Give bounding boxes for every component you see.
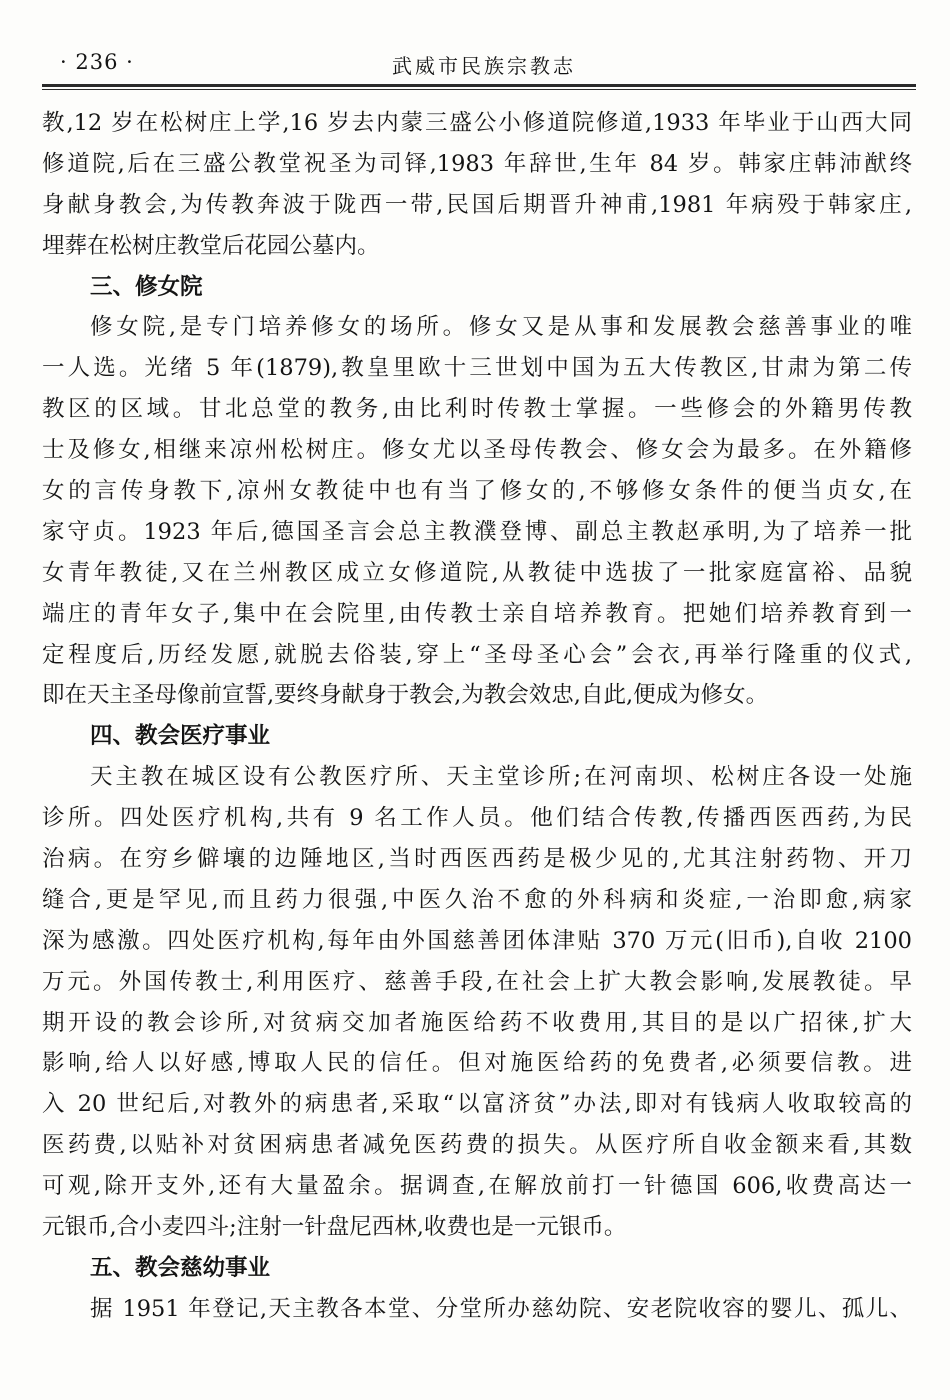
paragraph-line: 修女院,是专门培养修女的场所。修女又是从事和发展教会慈善事业的唯: [90, 314, 912, 341]
paragraph-line: 教区的区域。甘北总堂的教务,由比利时传教士掌握。一些修会的外籍男传教: [42, 396, 912, 423]
paragraph-line: 修道院,后在三盛公教堂祝圣为司铎,1983 年辞世,生年 84 岁。韩家庄韩沛猷终: [42, 150, 912, 177]
paragraph-line: 女的言传身教下,凉州女教徒中也有当了修女的,不够修女条件的便当贞女,在: [42, 478, 912, 505]
paragraph-line: 入 20 世纪后,对教外的病患者,采取“以富济贫”办法,即对有钱病人收取较高的: [42, 1091, 912, 1118]
paragraph-line: 据 1951 年登记,天主教各本堂、分堂所办慈幼院、安老院收容的婴儿、孤儿、: [90, 1295, 912, 1322]
paragraph-line: 女青年教徒,又在兰州教区成立女修道院,从教徒中选拔了一批家庭富裕、品貌: [42, 559, 912, 586]
section-heading: 三、修女院: [90, 273, 203, 300]
header-rule-thin: [42, 89, 916, 90]
paragraph-line: 教,12 岁在松树庄上学,16 岁去内蒙三盛公小修道院修道,1933 年毕业于山西大同: [42, 110, 912, 136]
section-heading: 四、教会医疗事业: [90, 723, 271, 750]
paragraph-line: 万元。外国传教士,利用医疗、慈善手段,在社会上扩大教会影响,发展教徒。早: [42, 968, 912, 995]
paragraph-line: 一人选。光绪 5 年(1879),教皇里欧十三世划中国为五大传教区,甘肃为第二传: [42, 355, 912, 382]
paragraph-line: 士及修女,相继来凉州松树庄。修女尤以圣母传教会、修女会为最多。在外籍修: [42, 437, 912, 464]
paragraph-line: 可观,除开支外,还有大量盈余。据调查,在解放前打一针德国 606,收费高达一: [42, 1173, 912, 1200]
paragraph-line: 天主教在城区设有公教医疗所、天主堂诊所;在河南坝、松树庄各设一处施: [90, 764, 912, 791]
paragraph-line: 缝合,更是罕见,而且药力很强,中医久治不愈的外科病和炎症,一治即愈,病家: [42, 886, 912, 913]
paragraph-line: 身献身教会,为传教奔波于陇西一带,民国后期晋升神甫,1981 年病殁于韩家庄,: [42, 191, 912, 218]
page-number: · 236 ·: [60, 50, 134, 74]
paragraph-line: 元银币,合小麦四斗;注射一针盘尼西林,收费也是一元银币。: [42, 1214, 627, 1241]
header-rule-thick: [42, 84, 916, 87]
paragraph-line: 深为感激。四处医疗机构,每年由外国慈善团体津贴 370 万元(旧币),自收 2100: [42, 927, 912, 954]
page-body: [42, 103, 912, 1330]
paragraph-line: 端庄的青年女子,集中在会院里,由传教士亲自培养教育。把她们培养教育到一: [42, 600, 912, 627]
paragraph-line: 即在天主圣母像前宣誓,要终身献身于教会,为教会效忠,自此,便成为修女。: [42, 682, 769, 709]
page-header: [42, 44, 916, 84]
paragraph-line: 家守贞。1923 年后,德国圣言会总主教濮登博、副总主教赵承明,为了培养一批: [42, 518, 912, 545]
paragraph-line: 治病。在穷乡僻壤的边陲地区,当时西医西药是极少见的,尤其注射药物、开刀: [42, 846, 912, 873]
running-title: 武威市民族宗教志: [392, 54, 576, 78]
paragraph-line: 诊所。四处医疗机构,共有 9 名工作人员。他们结合传教,传播西医西药,为民: [42, 805, 912, 832]
paragraph-line: 埋葬在松树庄教堂后花园公墓内。: [42, 232, 380, 259]
paragraph-line: 医药费,以贴补对贫困病患者减免医药费的损失。从医疗所自收金额来看,其数: [42, 1132, 912, 1159]
paragraph-line: 影响,给人以好感,博取人民的信任。但对施医给药的免费者,必须要信教。进: [42, 1050, 912, 1077]
paragraph-line: 期开设的教会诊所,对贫病交加者施医给药不收费用,其目的是以广招徕,扩大: [42, 1009, 912, 1036]
paragraph-line: 定程度后,历经发愿,就脱去俗装,穿上“圣母圣心会”会衣,再举行隆重的仪式,: [42, 641, 912, 668]
section-heading: 五、教会慈幼事业: [90, 1254, 271, 1281]
